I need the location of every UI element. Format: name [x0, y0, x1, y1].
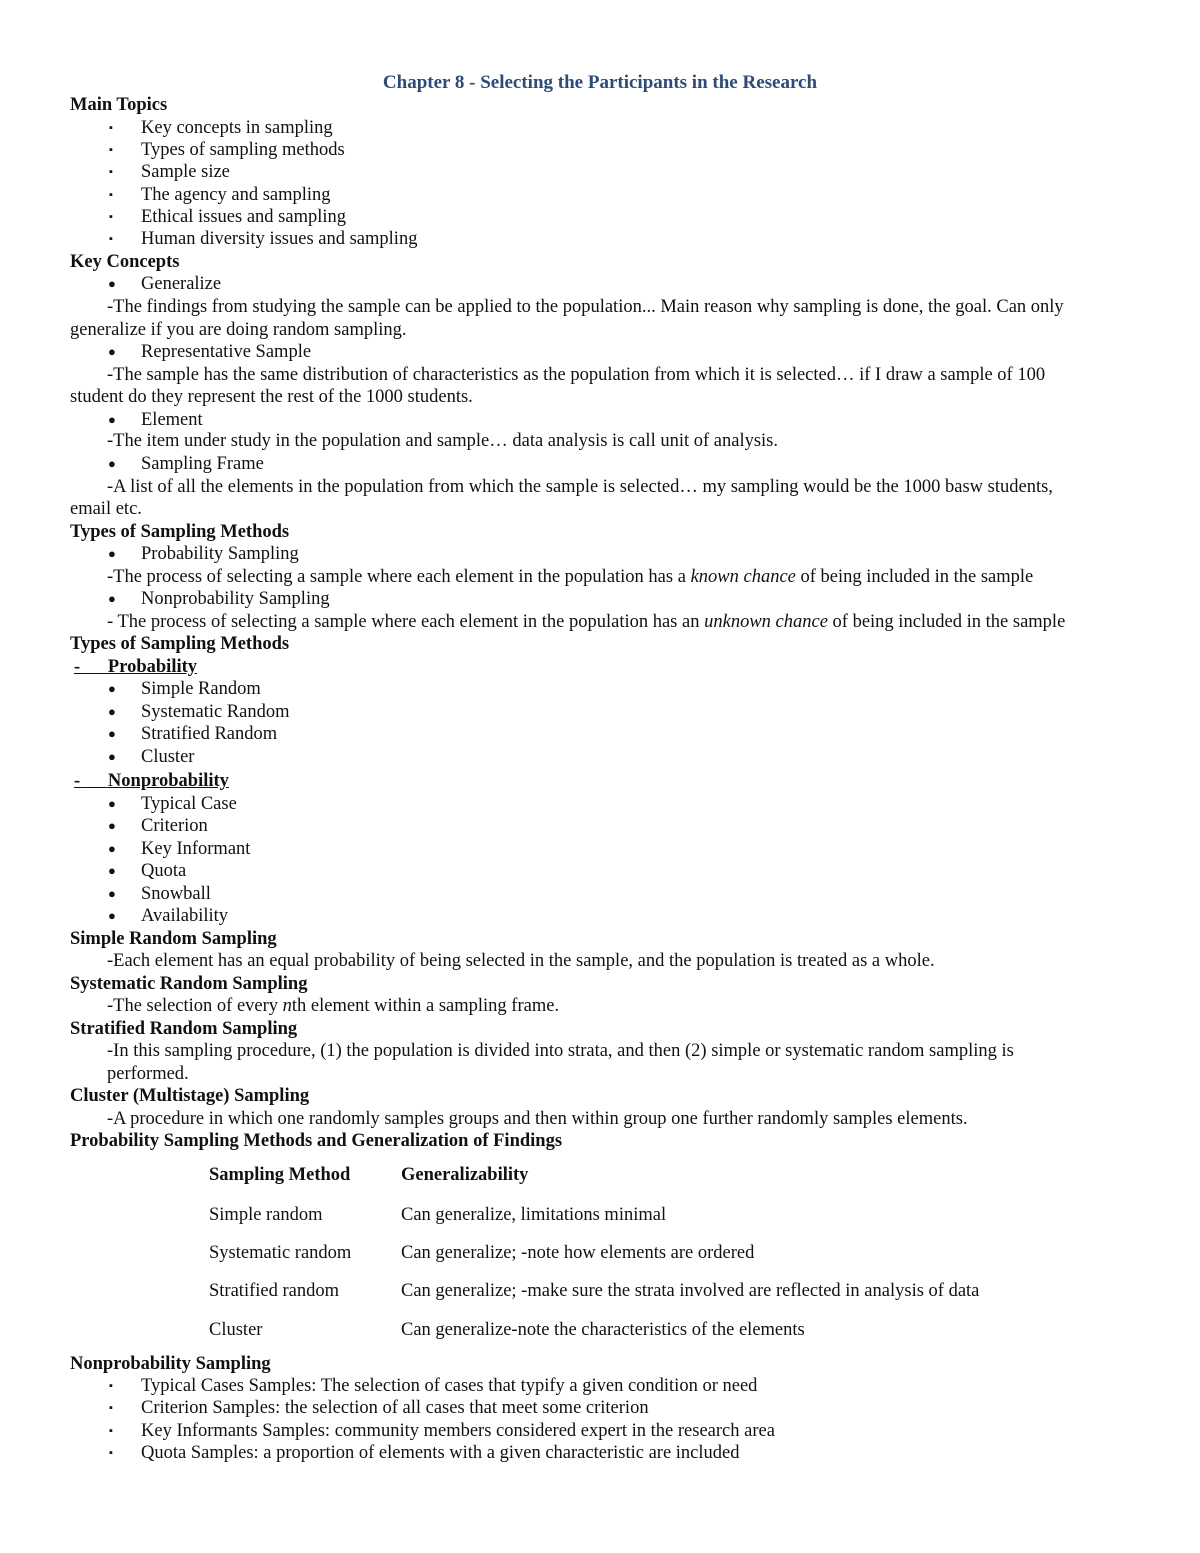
- srs-heading: Simple Random Sampling: [70, 929, 277, 949]
- table-cell-generalizability: Can generalize, limitations minimal: [401, 1205, 667, 1225]
- table-cell-generalizability: Can generalize-note the characteristics of the elements: [401, 1320, 805, 1340]
- list-item: Sample size: [141, 162, 230, 182]
- concept-description: -A list of all the elements in the population from which the sample is selected… my sampling would be the 1000 basw students,: [107, 477, 1053, 497]
- page-title: Chapter 8 - Selecting the Participants in the Research: [382, 72, 818, 93]
- list-item: Criterion Samples: the selection of all cases that meet some criterion: [141, 1398, 649, 1418]
- types-heading: Types of Sampling Methods: [70, 522, 290, 542]
- table-cell-method: Cluster: [209, 1320, 263, 1340]
- square-bullet-icon: ▪: [109, 211, 113, 223]
- square-bullet-icon: ▪: [109, 189, 113, 201]
- dot-bullet-icon: ●: [108, 704, 116, 719]
- probability-subheading: - Probability: [74, 657, 198, 677]
- list-item: Ethical issues and sampling: [141, 207, 347, 227]
- list-item: Snowball: [141, 884, 211, 904]
- list-item: Typical Case: [141, 794, 237, 814]
- type-term: Nonprobability Sampling: [141, 589, 330, 609]
- list-item: Types of sampling methods: [141, 140, 345, 160]
- dot-bullet-icon: ●: [108, 344, 116, 359]
- list-item: Typical Cases Samples: The selection of cases that typify a given condition or need: [141, 1376, 758, 1396]
- table-cell-method: Simple random: [209, 1205, 323, 1225]
- list-item: Cluster: [141, 747, 195, 767]
- dot-bullet-icon: ●: [108, 412, 116, 427]
- square-bullet-icon: ▪: [109, 1425, 113, 1437]
- table-header-method: Sampling Method: [209, 1165, 351, 1185]
- nonprobability-heading: Nonprobability Sampling: [70, 1354, 271, 1374]
- concept-description: email etc.: [70, 499, 142, 519]
- dot-bullet-icon: ●: [108, 908, 116, 923]
- square-bullet-icon: ▪: [109, 1380, 113, 1392]
- stratified-description: -In this sampling procedure, (1) the population is divided into strata, and then (2) simple or systematic random sampling is: [107, 1041, 1014, 1061]
- list-item: The agency and sampling: [141, 185, 331, 205]
- cluster-heading: Cluster (Multistage) Sampling: [70, 1086, 310, 1106]
- table-cell-generalizability: Can generalize; -make sure the strata involved are reflected in analysis of data: [401, 1281, 980, 1301]
- concept-term: Generalize: [141, 274, 222, 294]
- dot-bullet-icon: ●: [108, 796, 116, 811]
- srs-description: -Each element has an equal probability of being selected in the sample, and the population is treated as a whole.: [107, 951, 935, 971]
- dot-bullet-icon: ●: [108, 841, 116, 856]
- dot-bullet-icon: ●: [108, 276, 116, 291]
- list-item: Key Informant: [141, 839, 251, 859]
- systematic-description: -The selection of every nth element within a sampling frame.: [107, 996, 560, 1016]
- dot-bullet-icon: ●: [108, 886, 116, 901]
- main-topics-heading: Main Topics: [70, 95, 168, 115]
- dot-bullet-icon: ●: [108, 546, 116, 561]
- generalization-heading: Probability Sampling Methods and Generalization of Findings: [70, 1131, 563, 1151]
- list-item: Stratified Random: [141, 724, 278, 744]
- concept-description: generalize if you are doing random sampling.: [70, 320, 407, 340]
- stratified-heading: Stratified Random Sampling: [70, 1019, 298, 1039]
- concept-description: -The findings from studying the sample can be applied to the population... Main reason why sampling is done, the goal. Can only: [107, 297, 1064, 317]
- table-header-generalizability: Generalizability: [401, 1165, 529, 1185]
- nonprobability-subheading: - Nonprobability: [74, 771, 229, 791]
- concept-description: student do they represent the rest of the 1000 students.: [70, 387, 473, 407]
- dot-bullet-icon: ●: [108, 591, 116, 606]
- dot-bullet-icon: ●: [108, 726, 116, 741]
- list-item: Quota: [141, 861, 187, 881]
- square-bullet-icon: ▪: [109, 122, 113, 134]
- dot-bullet-icon: ●: [108, 749, 116, 764]
- concept-term: Sampling Frame: [141, 454, 264, 474]
- dot-bullet-icon: ●: [108, 456, 116, 471]
- key-concepts-heading: Key Concepts: [70, 252, 180, 272]
- list-item: Simple Random: [141, 679, 261, 699]
- concept-term: Representative Sample: [141, 342, 312, 362]
- square-bullet-icon: ▪: [109, 1447, 113, 1459]
- dot-bullet-icon: ●: [108, 681, 116, 696]
- types-heading: Types of Sampling Methods: [70, 634, 290, 654]
- concept-term: Element: [141, 410, 203, 430]
- dot-bullet-icon: ●: [108, 818, 116, 833]
- list-item: Systematic Random: [141, 702, 290, 722]
- type-description: -The process of selecting a sample where each element in the population has a known chance of being included in the sample: [107, 567, 1034, 587]
- table-cell-generalizability: Can generalize; -note how elements are ordered: [401, 1243, 755, 1263]
- list-item: Human diversity issues and sampling: [141, 229, 418, 249]
- type-description: - The process of selecting a sample where each element in the population has an unknown chance of being included in the sample: [107, 612, 1066, 632]
- square-bullet-icon: ▪: [109, 166, 113, 178]
- list-item: Key concepts in sampling: [141, 118, 333, 138]
- list-item: Criterion: [141, 816, 208, 836]
- cluster-description: -A procedure in which one randomly samples groups and then within group one further randomly samples elements.: [107, 1109, 968, 1129]
- stratified-description: performed.: [107, 1064, 189, 1084]
- square-bullet-icon: ▪: [109, 233, 113, 245]
- table-cell-method: Stratified random: [209, 1281, 339, 1301]
- square-bullet-icon: ▪: [109, 1402, 113, 1414]
- systematic-heading: Systematic Random Sampling: [70, 974, 308, 994]
- list-item: Quota Samples: a proportion of elements with a given characteristic are included: [141, 1443, 740, 1463]
- concept-description: -The sample has the same distribution of characteristics as the population from which it is selected… if I draw a sample of 100: [107, 365, 1046, 385]
- type-term: Probability Sampling: [141, 544, 299, 564]
- dot-bullet-icon: ●: [108, 863, 116, 878]
- square-bullet-icon: ▪: [109, 144, 113, 156]
- concept-description: -The item under study in the population and sample… data analysis is call unit of analysis.: [107, 431, 778, 451]
- table-cell-method: Systematic random: [209, 1243, 352, 1263]
- list-item: Availability: [141, 906, 228, 926]
- list-item: Key Informants Samples: community members considered expert in the research area: [141, 1421, 775, 1441]
